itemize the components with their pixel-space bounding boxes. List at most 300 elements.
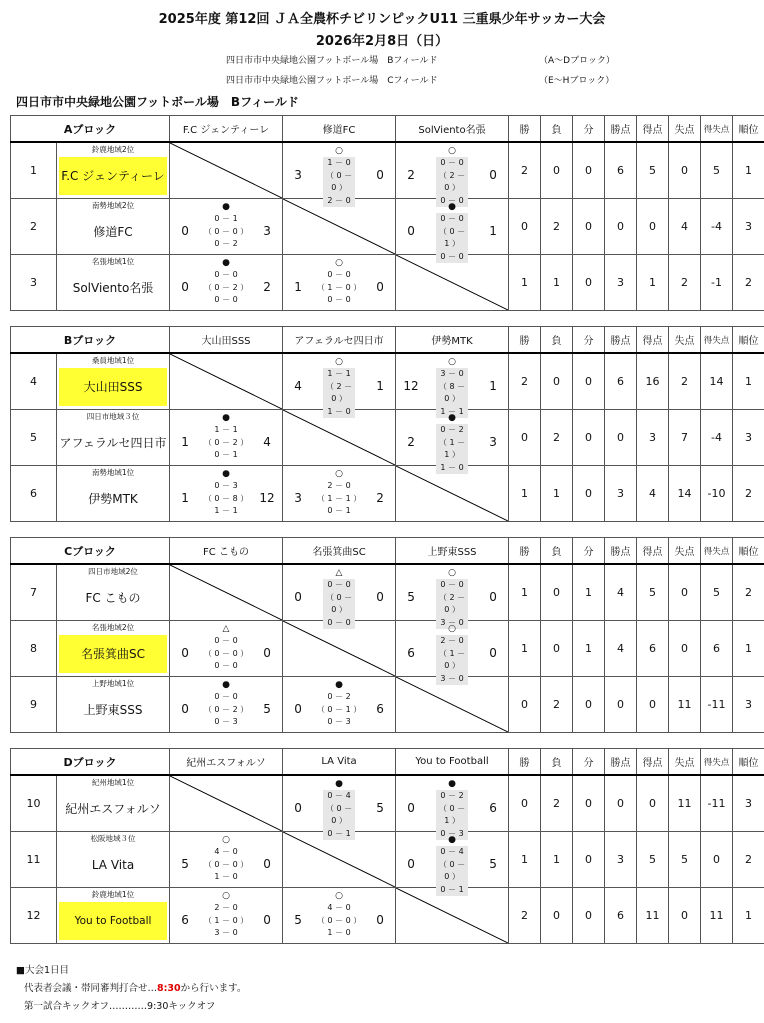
team-stat: 14: [669, 466, 701, 522]
team-region: 名張地域2位: [91, 623, 135, 632]
team-number: 12: [11, 888, 57, 944]
team-stat: 0: [669, 564, 701, 621]
half-scores: [200, 691, 252, 729]
first-half-score: 0 － 2: [440, 791, 464, 800]
team-stat: 2: [733, 564, 764, 621]
stat-header: 分: [573, 749, 605, 776]
team-name: 大山田SSS: [59, 368, 167, 406]
self-match-cell: [170, 142, 283, 199]
result-mark: △: [335, 568, 343, 578]
team-stat: 0: [669, 621, 701, 677]
diagonal-line: [170, 776, 282, 831]
team-cell: [57, 353, 170, 410]
score-right: 2: [376, 491, 384, 505]
stat-header: 得失点: [701, 749, 733, 776]
team-stat: 0: [573, 255, 605, 311]
score-left: 0: [407, 801, 415, 815]
team-row: [11, 199, 764, 255]
team-stat: 2: [733, 466, 764, 522]
opponent-header: 上野東SSS: [396, 538, 509, 565]
team-stat: 6: [701, 621, 733, 677]
team-name: 伊勢MTK: [88, 492, 138, 506]
opponent-header: LA Vita: [283, 749, 396, 776]
self-match-cell: [170, 775, 283, 832]
result-mark: ●: [448, 202, 456, 212]
diagonal-line: [396, 466, 508, 521]
match-result-cell: [396, 564, 509, 627]
team-region: 上野地域1位: [91, 679, 135, 688]
notes-heading: ■大会1日目: [16, 965, 70, 976]
stat-header: 得失点: [701, 327, 733, 354]
self-match-cell: [283, 621, 396, 677]
diagonal-line: [283, 621, 395, 676]
result-mark: ●: [335, 680, 343, 690]
score-left: 0: [294, 801, 302, 815]
match-result-cell: [170, 466, 283, 522]
score-left: 12: [403, 379, 419, 393]
team-number: 9: [11, 677, 57, 733]
team-cell: [57, 410, 170, 466]
score-right: 0: [263, 913, 271, 927]
stat-header: 勝点: [605, 116, 637, 143]
team-stat: 0: [669, 888, 701, 944]
half-scores: [200, 846, 252, 884]
result-mark: ○: [448, 146, 456, 156]
pk-score: 3 － 0: [440, 673, 464, 683]
second-half-score: （ 2 － 0 ）: [325, 381, 353, 403]
score-left: 0: [407, 224, 415, 238]
team-region: 四日市地域３位: [86, 412, 140, 421]
team-region: 南勢地域2位: [91, 201, 135, 210]
team-stat: 3: [733, 677, 764, 733]
team-stat: 1: [733, 621, 764, 677]
self-match-cell: [396, 466, 509, 522]
score-left: 0: [181, 280, 189, 294]
team-stat: 6: [605, 353, 637, 410]
second-half-score: （ 1 － 0 ）: [438, 648, 466, 670]
team-region: 桑員地域1位: [91, 356, 135, 365]
score-left: 0: [181, 224, 189, 238]
second-half-score: （ 8 － 0 ）: [438, 381, 466, 403]
result-mark: ○: [448, 568, 456, 578]
first-half-score: 0 － 2: [440, 425, 464, 434]
team-stat: 1: [509, 621, 541, 677]
venue-b-name: 四日市市中央緑地公園フットボール場 Bフィールド: [226, 56, 438, 66]
score-right: 0: [263, 646, 271, 660]
team-cell: [57, 775, 170, 832]
team-stat: 11: [701, 888, 733, 944]
first-half-score: 0 － 2: [327, 692, 351, 701]
pk-score: 0 － 0: [440, 251, 464, 261]
team-name: アフェラルセ四日市: [59, 436, 167, 450]
team-stat: 11: [669, 775, 701, 832]
half-scores: [313, 269, 365, 307]
match-result-cell: [396, 410, 509, 472]
team-stat: 2: [541, 677, 573, 733]
match-result-cell: [283, 677, 396, 733]
self-match-cell: [396, 677, 509, 733]
score-right: 12: [259, 491, 275, 505]
match-result-cell: [396, 775, 509, 838]
pk-score: 0 － 3: [440, 828, 464, 838]
first-half-score: 2 － 0: [214, 903, 238, 912]
opponent-header: 名張箕曲SC: [283, 538, 396, 565]
team-stat: 2: [541, 410, 573, 466]
team-stat: 4: [637, 466, 669, 522]
second-half-score: （ 1 － 0 ）: [316, 282, 362, 292]
team-stat: 2: [541, 199, 573, 255]
team-stat: 5: [637, 142, 669, 199]
second-half-score: （ 0 － 2 ）: [203, 704, 249, 714]
team-number: 2: [11, 199, 57, 255]
notes-meeting-text: 代表者会議・帯同審判打合せ…: [24, 983, 158, 994]
match-result-cell: [283, 142, 396, 205]
team-stat: 2: [541, 775, 573, 832]
team-stat: -10: [701, 466, 733, 522]
score-left: 3: [294, 491, 302, 505]
stat-header: 順位: [733, 538, 764, 565]
result-mark: ●: [222, 202, 230, 212]
diagonal-line: [170, 354, 282, 409]
score-left: 2: [407, 435, 415, 449]
team-cell: [57, 888, 170, 944]
score-right: 2: [263, 280, 271, 294]
team-name: 紀州エスフォルソ: [65, 802, 161, 816]
team-stat: 3: [605, 832, 637, 888]
first-half-score: 3 － 0: [440, 369, 464, 378]
match-result-cell: [396, 199, 509, 261]
team-row: [11, 410, 764, 466]
stat-header: 勝: [509, 116, 541, 143]
first-half-score: 4 － 0: [214, 847, 238, 856]
team-stat: 6: [637, 621, 669, 677]
team-cell: [57, 621, 170, 677]
stat-header: 得点: [637, 749, 669, 776]
team-row: [11, 142, 764, 199]
pk-score: 3 － 0: [214, 928, 238, 937]
pk-score: 1 － 0: [327, 406, 351, 416]
second-half-score: （ 0 － 0 ）: [325, 592, 353, 614]
team-stat: 0: [605, 410, 637, 466]
stat-header: 勝: [509, 538, 541, 565]
stat-header: 負: [541, 327, 573, 354]
second-half-score: （ 0 － 0 ）: [325, 803, 353, 825]
self-match-cell: [283, 410, 396, 466]
self-match-cell: [283, 832, 396, 888]
half-scores: [200, 269, 252, 307]
team-stat: 0: [573, 775, 605, 832]
opponent-header: FC こもの: [170, 538, 283, 565]
team-stat: 2: [669, 353, 701, 410]
half-scores: [200, 480, 252, 518]
self-match-cell: [283, 199, 396, 255]
stat-header: 得点: [637, 538, 669, 565]
result-mark: △: [222, 624, 230, 634]
stat-header: 得点: [637, 327, 669, 354]
opponent-header: F.C ジェンティーレ: [170, 116, 283, 143]
team-stat: 0: [541, 353, 573, 410]
score-right: 1: [489, 224, 497, 238]
team-number: 5: [11, 410, 57, 466]
pk-score: 1 － 0: [440, 462, 464, 472]
match-result-cell: [170, 677, 283, 733]
score-right: 3: [263, 224, 271, 238]
match-result-cell: [283, 255, 396, 311]
score-left: 4: [294, 379, 302, 393]
half-scores: [313, 902, 365, 940]
stat-header: 分: [573, 538, 605, 565]
pk-score: 2 － 0: [327, 195, 351, 205]
team-stat: 1: [573, 564, 605, 621]
match-result-cell: [170, 410, 283, 466]
score-left: 5: [407, 590, 415, 604]
first-half-score: 0 － 4: [327, 791, 351, 800]
block-name: Dブロック: [11, 749, 170, 776]
score-left: 3: [294, 168, 302, 182]
score-right: 0: [376, 590, 384, 604]
result-mark: ○: [335, 891, 343, 901]
pk-score: 0 － 0: [327, 295, 351, 304]
diagonal-line: [396, 677, 508, 732]
team-stat: 11: [669, 677, 701, 733]
stat-header: 順位: [733, 749, 764, 776]
block-name: Cブロック: [11, 538, 170, 565]
notes-meeting-suffix: から行います。: [180, 983, 247, 994]
team-stat: 1: [733, 142, 764, 199]
opponent-header: SolViento名張: [396, 116, 509, 143]
stat-header: 順位: [733, 327, 764, 354]
first-half-score: 0 － 0: [440, 158, 464, 167]
first-half-score: 0 － 0: [214, 270, 238, 279]
team-stat: 1: [733, 888, 764, 944]
first-half-score: 0 － 0: [214, 636, 238, 645]
team-number: 4: [11, 353, 57, 410]
half-scores: [313, 691, 365, 729]
half-scores: [313, 480, 365, 518]
first-half-score: 4 － 0: [327, 903, 351, 912]
diagonal-line: [170, 565, 282, 620]
score-left: 2: [407, 168, 415, 182]
team-stat: 0: [509, 677, 541, 733]
second-half-score: （ 0 － 2 ）: [203, 282, 249, 292]
pk-score: 0 － 0: [214, 295, 238, 304]
team-number: 3: [11, 255, 57, 311]
stat-header: 順位: [733, 116, 764, 143]
team-row: [11, 888, 764, 944]
team-stat: -1: [701, 255, 733, 311]
team-stat: 4: [605, 621, 637, 677]
stat-header: 失点: [669, 116, 701, 143]
team-stat: 0: [637, 775, 669, 832]
team-stat: 2: [733, 255, 764, 311]
stat-header: 分: [573, 116, 605, 143]
second-half-score: （ 0 － 0 ）: [325, 170, 353, 192]
score-left: 6: [181, 913, 189, 927]
team-number: 8: [11, 621, 57, 677]
team-cell: [57, 677, 170, 733]
score-right: 3: [489, 435, 497, 449]
team-stat: -4: [701, 199, 733, 255]
team-stat: 0: [573, 353, 605, 410]
score-right: 5: [376, 801, 384, 815]
score-left: 0: [181, 702, 189, 716]
diagonal-line: [283, 410, 395, 465]
second-half-score: （ 0 － 8 ）: [203, 493, 249, 503]
pk-score: 1 － 1: [440, 406, 464, 416]
team-name: LA Vita: [91, 858, 135, 872]
score-left: 5: [181, 857, 189, 871]
team-stat: 5: [701, 564, 733, 621]
match-result-cell: [170, 199, 283, 255]
team-row: [11, 564, 764, 621]
team-stat: 0: [541, 564, 573, 621]
score-right: 0: [376, 913, 384, 927]
stat-header: 負: [541, 749, 573, 776]
first-half-score: 1 － 1: [214, 425, 238, 434]
match-result-cell: [283, 775, 396, 838]
second-half-score: （ 0 － 0 ）: [316, 915, 362, 925]
team-stat: 2: [733, 832, 764, 888]
team-stat: 0: [605, 775, 637, 832]
team-stat: 7: [669, 410, 701, 466]
team-region: 紀州地域1位: [91, 778, 135, 787]
result-mark: ●: [222, 680, 230, 690]
result-mark: ○: [335, 357, 343, 367]
team-stat: 2: [509, 142, 541, 199]
pk-score: 0 － 1: [440, 884, 464, 894]
team-cell: [57, 564, 170, 621]
team-stat: 3: [605, 466, 637, 522]
score-left: 1: [181, 491, 189, 505]
result-mark: ●: [222, 258, 230, 268]
opponent-header: 伊勢MTK: [396, 327, 509, 354]
second-half-score: （ 1 － 0 ）: [203, 915, 249, 925]
first-half-score: 1 － 0: [327, 158, 351, 167]
pk-score: 1 － 1: [214, 506, 238, 515]
second-half-score: （ 0 － 0 ）: [438, 859, 466, 881]
block-table: [10, 326, 764, 522]
team-stat: 0: [573, 466, 605, 522]
venue-c-name: 四日市市中央緑地公園フットボール場 Cフィールド: [226, 76, 438, 86]
team-stat: -4: [701, 410, 733, 466]
team-row: [11, 775, 764, 832]
first-half-score: 0 － 1: [214, 214, 238, 223]
team-name: FC こもの: [85, 591, 141, 605]
team-stat: 0: [541, 888, 573, 944]
team-stat: 6: [605, 142, 637, 199]
team-stat: 1: [541, 466, 573, 522]
team-stat: 3: [605, 255, 637, 311]
diagonal-line: [283, 832, 395, 887]
score-left: 1: [294, 280, 302, 294]
team-row: [11, 466, 764, 522]
second-half-score: （ 0 － 1 ）: [438, 226, 466, 248]
team-name: F.C ジェンティーレ: [59, 157, 167, 195]
result-mark: ●: [448, 779, 456, 789]
team-stat: 1: [637, 255, 669, 311]
result-mark: ○: [335, 258, 343, 268]
diagonal-line: [283, 199, 395, 254]
team-stat: 0: [541, 142, 573, 199]
score-right: 0: [489, 168, 497, 182]
first-half-score: 0 － 0: [327, 580, 351, 589]
score-left: 0: [294, 702, 302, 716]
block-table: [10, 537, 764, 733]
team-stat: 3: [733, 410, 764, 466]
team-stat: 0: [573, 832, 605, 888]
stat-header: 勝点: [605, 538, 637, 565]
team-number: 6: [11, 466, 57, 522]
stat-header: 得失点: [701, 116, 733, 143]
team-stat: 1: [509, 564, 541, 621]
score-left: 0: [294, 590, 302, 604]
self-match-cell: [170, 564, 283, 621]
team-stat: 0: [509, 410, 541, 466]
stat-header: 勝点: [605, 749, 637, 776]
opponent-header: You to Football: [396, 749, 509, 776]
second-half-score: （ 0 － 0 ）: [203, 648, 249, 658]
team-row: [11, 832, 764, 888]
second-half-score: （ 0 － 1 ）: [438, 803, 466, 825]
stat-header: 勝: [509, 327, 541, 354]
result-mark: ○: [222, 835, 230, 845]
first-half-score: 2 － 0: [440, 636, 464, 645]
team-stat: 1: [509, 832, 541, 888]
team-stat: 5: [701, 142, 733, 199]
result-mark: ○: [335, 146, 343, 156]
team-region: 鈴鹿地域1位: [91, 890, 135, 899]
first-half-score: 2 － 0: [327, 481, 351, 490]
second-half-score: （ 0 － 1 ）: [316, 704, 362, 714]
stat-header: 失点: [669, 327, 701, 354]
opponent-header: 修道FC: [283, 116, 396, 143]
score-left: 0: [407, 857, 415, 871]
block-table: [10, 748, 764, 944]
team-stat: 0: [541, 621, 573, 677]
team-region: 松阪地域３位: [90, 834, 136, 843]
match-result-cell: [170, 255, 283, 311]
second-half-score: （ 0 － 2 ）: [203, 437, 249, 447]
team-name: 修道FC: [93, 225, 133, 239]
diagonal-line: [396, 255, 508, 310]
team-stat: 0: [637, 199, 669, 255]
team-stat: 0: [669, 142, 701, 199]
team-stat: 16: [637, 353, 669, 410]
team-stat: 11: [637, 888, 669, 944]
match-result-cell: [283, 564, 396, 627]
team-stat: 1: [541, 832, 573, 888]
second-half-score: （ 2 － 0 ）: [438, 170, 466, 192]
stat-header: 失点: [669, 538, 701, 565]
match-result-cell: [170, 832, 283, 888]
pk-score: 1 － 0: [214, 872, 238, 881]
result-mark: ●: [448, 413, 456, 423]
half-scores: [200, 213, 252, 251]
team-stat: 1: [509, 255, 541, 311]
venue-b-blocks: （A～Dブロック）: [539, 56, 615, 66]
pk-score: 0 － 0: [214, 661, 238, 670]
team-stat: 4: [669, 199, 701, 255]
team-number: 10: [11, 775, 57, 832]
first-half-score: 0 － 0: [440, 580, 464, 589]
team-name: You to Football: [59, 902, 167, 940]
stat-header: 得点: [637, 116, 669, 143]
self-match-cell: [170, 353, 283, 410]
score-left: 1: [181, 435, 189, 449]
team-stat: 6: [605, 888, 637, 944]
stat-header: 分: [573, 327, 605, 354]
score-right: 0: [263, 857, 271, 871]
